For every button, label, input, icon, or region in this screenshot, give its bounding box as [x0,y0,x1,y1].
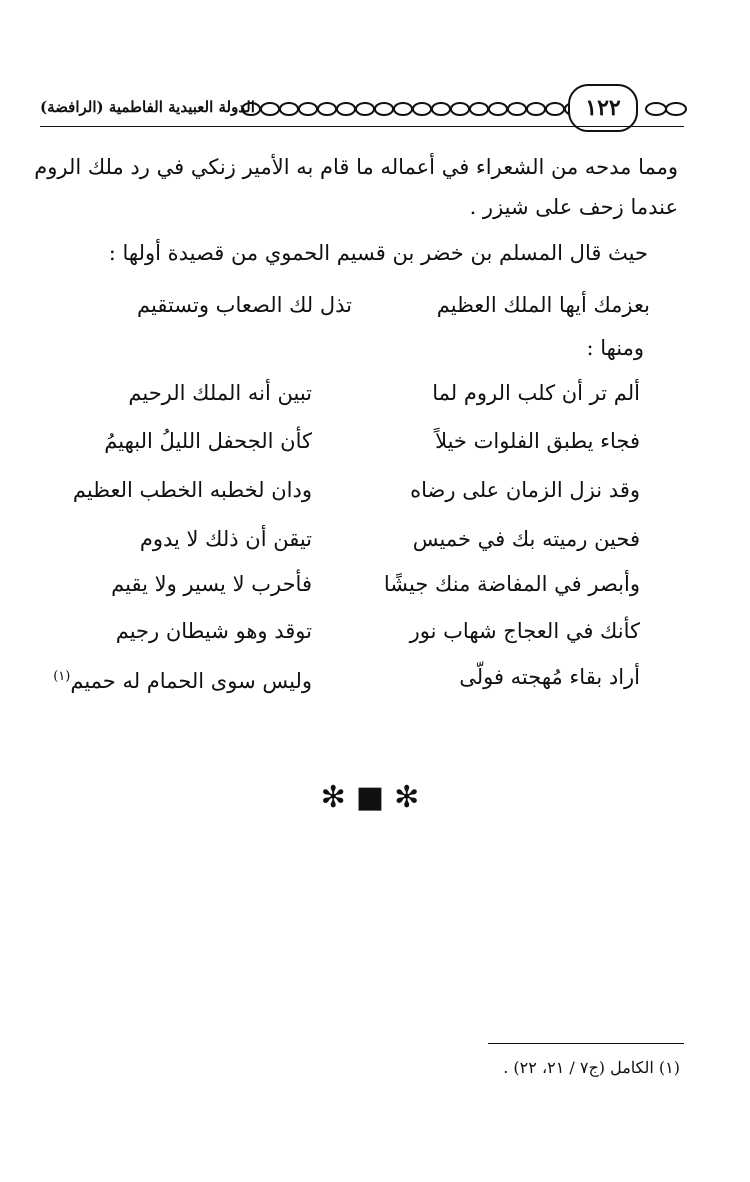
verse-second-hemistich: توقد وهو شيطان رجيم [115,619,312,643]
verse-row [0,376,750,412]
verse-second-hemistich: ودان لخطبه الخطب العظيم [72,478,312,502]
square-ornament-icon: ■ [355,780,395,815]
verse-text: وليس سوى الحمام له حميم [70,669,312,693]
verse-first-hemistich: أراد بقاء مُهجته فولّى [459,665,640,689]
minha-label: ومنها : [586,336,644,360]
opening-verse [0,288,750,324]
verse-first-hemistich: وأبصر في المفاضة منك جيشًا [383,572,640,596]
paragraph-1-line-1: ومما مدحه من الشعراء في أعماله ما قام به الأمير زنكي في رد ملك الروم [34,155,678,179]
footnote-rule [488,1043,684,1044]
verse-first-hemistich: فحين رميته بك في خميس [412,527,640,551]
paragraph-2: حيث قال المسلم بن خضر بن قسيم الحموي من قصيدة أولها : [108,241,648,265]
chain-end-ornament-icon [644,101,688,117]
footnote-reference: (١) [53,669,71,684]
verse-row [0,567,750,603]
verse-first-hemistich: كأنك في العجاج شهاب نور [409,619,640,643]
verse-row [0,522,750,558]
verse-first-hemistich: ألم تر أن كلب الروم لما [432,381,640,405]
page-header [40,84,684,132]
verse-second-hemistich: تيقن أن ذلك لا يدوم [139,527,312,551]
verse-first-hemistich: فجاء يطبق الفلوات خيلاً [435,429,640,453]
verse-row [0,424,750,460]
verse-row [0,614,750,650]
verse-second-hemistich: تبين أنه الملك الرحيم [128,381,312,405]
verse-row [0,660,750,696]
page-number: ١٢٢ [568,84,638,132]
verse-first-hemistich: وقد نزل الزمان على رضاه [410,478,640,502]
verse-second-hemistich: كأن الجحفل الليلُ البهيمُ [104,429,312,453]
asterisk-ornament-icon: ✻ [394,780,430,815]
verse-second-hemistich [53,660,312,698]
asterisk-ornament-icon: ✻ [320,780,356,815]
header-rule [40,126,684,127]
footnote: (١) الكامل (ج٧ / ٢١، ٢٢) . [503,1058,680,1077]
chain-ornament-icon [240,101,585,117]
verse-row [0,473,750,509]
running-title: الدولة العبيدية الفاطمية (الرافضة) [40,98,255,116]
paragraph-1-line-2: عندما زحف على شيزر . [469,195,678,219]
verse-second-hemistich: تذل لك الصعاب وتستقيم [137,293,352,317]
verse-first-hemistich: بعزمك أيها الملك العظيم [436,293,650,317]
section-separator [0,780,750,815]
verse-second-hemistich: فأحرب لا يسير ولا يقيم [111,572,312,596]
